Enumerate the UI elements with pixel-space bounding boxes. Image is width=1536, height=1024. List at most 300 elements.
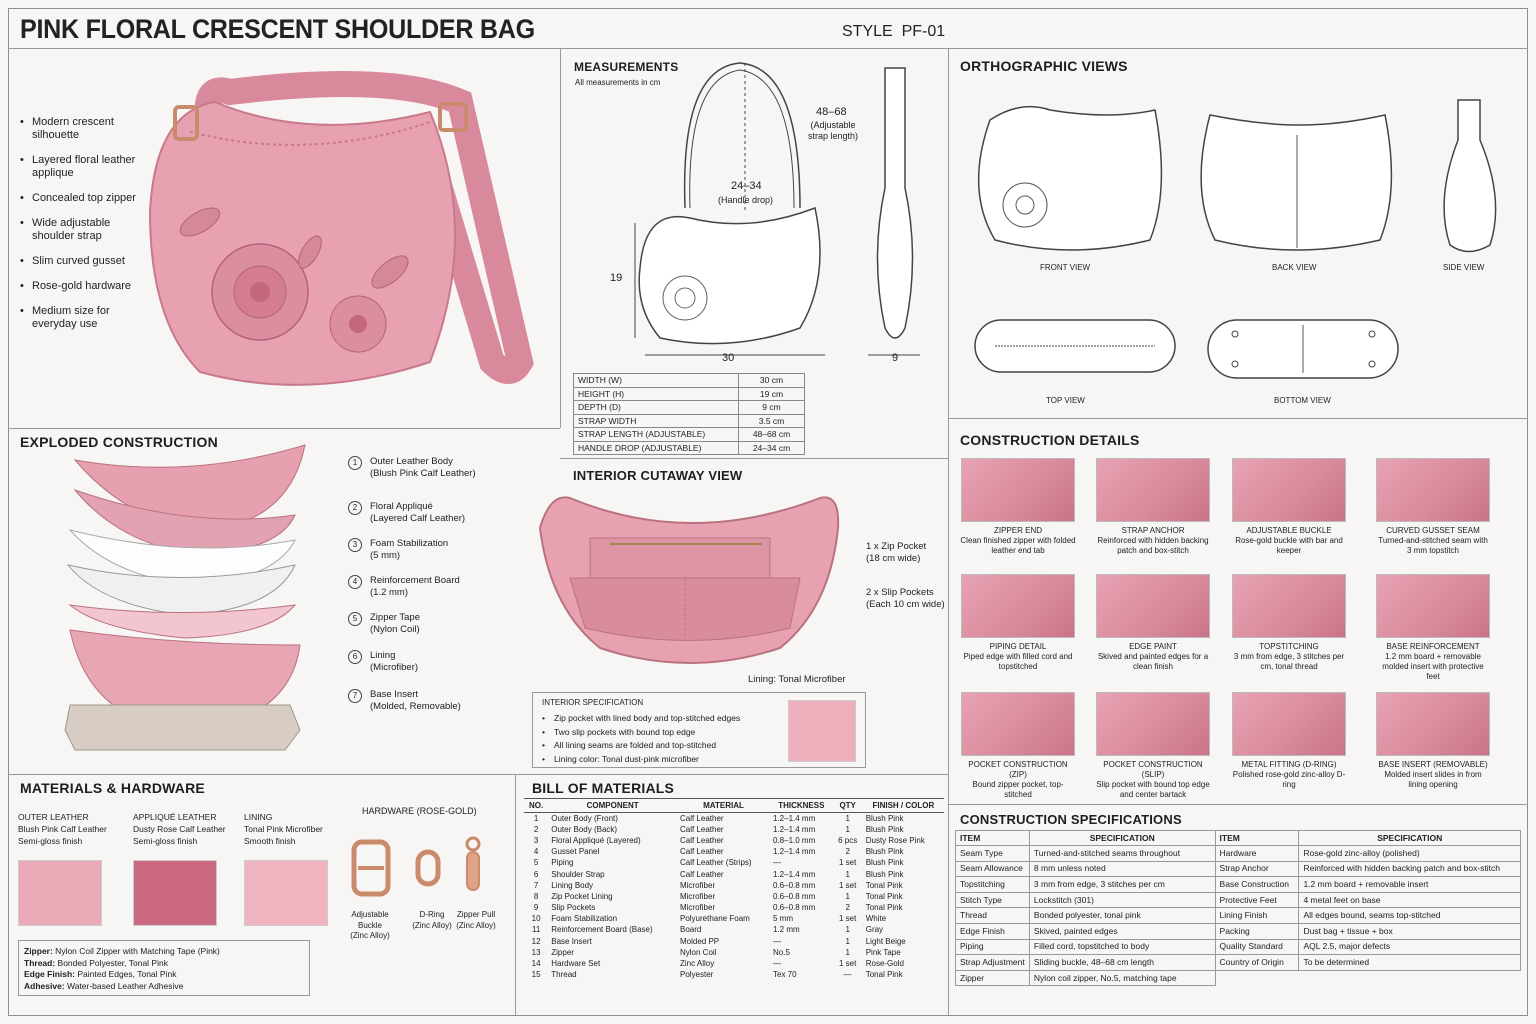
bom-cell: 3 [533,835,539,845]
detail-title: CURVED GUSSET SEAM [1386,526,1480,535]
bom-cell: Zip Pocket Lining [551,891,613,901]
bom-cell: — [843,970,852,980]
material-label [133,811,226,847]
spec-cell: Strap Anchor [1215,861,1299,877]
bom-cell: 5 [533,858,539,868]
bom-cell: Tonal Pink [865,903,903,913]
bom-row [524,913,944,924]
bom-column-header: QTY [833,799,863,813]
detail-title: EDGE PAINT [1129,642,1177,651]
bom-cell: Zinc Alloy [679,959,715,969]
bom-cell: 14 [531,959,541,969]
feature-item: • Medium size for everyday use [20,305,140,331]
spec-cell: Packing [1215,923,1299,939]
bom-cell: Tonal Pink [865,880,903,890]
bom-cell: 1 [845,925,850,935]
spec-cell: 3 mm from edge, 3 stitches per cm [1029,877,1215,893]
construction-detail-card [1095,458,1211,556]
layer-number: 7 [348,689,362,703]
measurement-value: 3.5 cm [739,414,805,428]
hardware-label-line: (Zinc Alloy) [350,931,390,940]
spec-cell: Stitch Type [956,892,1030,908]
divider [560,48,561,428]
spec-cell: Reinforced with hidden backing patch and box-stitch [1299,861,1521,877]
exploded-heading: EXPLODED CONSTRUCTION [20,434,218,450]
spec-cell: Skived, painted edges [1029,923,1215,939]
spec-cell: Rose-gold zinc-alloy (polished) [1299,846,1521,862]
lining-label: Lining: Tonal Microfiber [748,674,846,685]
bom-row [524,835,944,846]
side-view-label: SIDE VIEW [1443,263,1485,272]
spec-cell: Quality Standard [1215,939,1299,955]
bom-cell: Polyester [679,970,714,980]
bom-cell: 0.8–1.0 mm [773,835,816,845]
dim-height: 19 [610,272,623,284]
detail-photo [1232,458,1346,522]
hardware-label-line: (Zinc Alloy) [456,920,496,930]
spec-cell: Seam Allowance [956,861,1030,877]
bom-cell: 0.6–0.8 mm [773,891,816,901]
spec-heading: CONSTRUCTION SPECIFICATIONS [960,812,1182,827]
spec-cell: To be determined [1299,955,1521,971]
spec-cell [1215,970,1299,986]
bom-cell: Floral Appliqué (Layered) [551,835,641,845]
material-desc: Dusty Rose Calf Leather [133,824,226,834]
bom-cell: 7 [533,880,539,890]
divider [515,774,516,1016]
bottom-view-label: BOTTOM VIEW [1274,396,1331,405]
note-value: Nylon Coil Zipper with Matching Tape (Pink) [52,946,220,956]
title-divider [8,48,1528,49]
exploded-layers [60,440,320,760]
layer-number: 6 [348,650,362,664]
layer-name: Foam Stabilization [370,538,449,549]
layer-name: Base Insert [370,689,419,700]
layer-sub: (5 mm) [370,550,401,561]
bom-cell: Microfiber [679,891,716,901]
spec-cell: 4 metal feet on base [1299,892,1521,908]
detail-description: 1.2 mm board + removable molded insert with protective feet [1382,652,1484,681]
bom-cell: 5 mm [773,914,793,924]
construction-detail-card [1095,574,1211,672]
divider [560,458,948,459]
spec-cell: Hardware [1215,846,1299,862]
bom-cell: — [773,936,781,946]
bom-row [524,924,944,935]
detail-description: Reinforced with hidden backing patch and box-stitch [1097,536,1209,555]
bom-cell: Calf Leather (Strips) [679,858,752,868]
bom-cell: 1 set [838,858,857,868]
spec-cell: Turned-and-stitched seams throughout [1029,846,1215,862]
layer-text [370,612,420,636]
feature-item: • Wide adjustable shoulder strap [20,217,140,243]
measurement-row [574,441,805,455]
measurement-drawing [600,58,940,368]
spec-column-header: ITEM [956,831,1030,846]
detail-description: Turned-and-stitched seam with 3 mm topstitch [1378,536,1488,555]
note-key: Zipper: [24,946,53,956]
detail-description: Clean finished zipper with folded leather end tab [960,536,1076,555]
layer-name: Outer Leather Body [370,456,453,467]
bom-heading: BILL OF MATERIALS [532,780,675,796]
note-value: Bonded Polyester, Tonal Pink [55,957,168,968]
spec-column-header: SPECIFICATION [1299,831,1521,846]
interior-cutaway-illustration [530,488,850,678]
measurement-value: 30 cm [739,374,805,388]
exploded-layer-item [348,612,420,636]
dim-width: 30 [722,352,735,364]
detail-photo [1232,574,1346,638]
zip-pocket-name: 1 x Zip Pocket [866,541,927,552]
bom-cell: Nylon Coil [679,947,717,957]
bom-cell: 4 [533,847,539,857]
measurement-value: 19 cm [739,387,805,401]
front-view-label: FRONT VIEW [1040,263,1091,272]
divider [8,428,560,429]
interior-spec-item: • Zip pocket with lined body and top-stitched edges [542,713,780,723]
slip-pocket-label [866,587,946,611]
feature-item: • Modern crescent silhouette [20,116,140,142]
layer-name: Reinforcement Board [370,575,460,586]
bom-cell: Blush Pink [865,824,904,834]
measurement-label: WIDTH (W) [574,374,739,388]
hardware-heading: HARDWARE (ROSE-GOLD) [362,806,477,816]
note-key: Edge Finish: [24,969,75,979]
bom-cell: 1.2–1.4 mm [773,847,816,857]
bom-cell: Calf Leather [679,813,724,823]
note-key: Thread: [24,957,56,968]
measurement-label: HANDLE DROP (ADJUSTABLE) [574,441,739,455]
detail-title: BASE REINFORCEMENT [1386,642,1480,651]
layer-number: 1 [348,456,362,470]
bom-cell: Microfiber [679,880,716,890]
bom-column-header: NO. [524,799,548,813]
materials-heading: MATERIALS & HARDWARE [20,780,205,796]
bom-cell: Base Insert [551,936,592,946]
interior-heading: INTERIOR CUTAWAY VIEW [573,468,743,483]
measurement-row [574,387,805,401]
layer-number: 3 [348,538,362,552]
detail-title: ZIPPER END [993,526,1042,535]
spec-cell: All edges bound, seams top-stitched [1299,908,1521,924]
bom-table [524,798,944,980]
bom-cell: Calf Leather [679,835,724,845]
note-value: Painted Edges, Tonal Pink [75,969,177,979]
material-label [244,811,323,847]
hardware-label [408,910,456,931]
detail-title: PIPING DETAIL [989,642,1047,651]
detail-description: Polished rose-gold zinc-alloy D-ring [1232,770,1346,789]
bom-cell: 1.2–1.4 mm [773,813,816,823]
measurement-table [573,373,805,455]
exploded-layer-item [348,689,461,713]
divider [8,774,948,775]
bom-cell: 1 [845,936,850,946]
exploded-layer-item [348,456,476,480]
construction-detail-card [960,692,1076,800]
bom-cell: Tonal Pink [865,891,903,901]
material-finish: Semi-gloss finish [133,836,198,846]
material-note [24,969,304,981]
measurement-label: HEIGHT (H) [574,387,739,401]
detail-description: Piped edge with filled cord and topstitched [963,652,1073,671]
ortho-heading: ORTHOGRAPHIC VIEWS [960,58,1128,74]
spec-cell: Lining Finish [1215,908,1299,924]
spec-cell: Sliding buckle, 48–68 cm length [1029,955,1215,971]
layer-name: Floral Appliqué [370,501,433,512]
dim-handle-note: (Handle drop) [718,195,774,205]
construction-detail-card [1095,692,1211,800]
detail-description: Molded insert slides in from lining opening [1384,770,1482,789]
measurement-row [574,414,805,428]
bom-cell: 1 [845,824,850,834]
slip-pocket-size: (Each 10 cm wide) [866,599,945,610]
spec-cell: Filled cord, topstitched to body [1029,939,1215,955]
spec-row [956,939,1521,955]
detail-photo [1376,574,1490,638]
material-label [18,811,107,847]
material-finish: Smooth finish [244,836,296,846]
bom-row [524,880,944,891]
layer-sub: (1.2 mm) [370,587,408,598]
material-title: APPLIQUÉ LEATHER [133,812,217,822]
bom-cell: — [773,858,781,868]
material-swatch [133,860,217,926]
hardware-label-line: (Zinc Alloy) [412,920,452,930]
detail-title: TOPSTITCHING [1259,642,1319,651]
construction-detail-card [960,574,1076,672]
detail-photo [1096,458,1210,522]
measurements-note: All measurements in cm [575,78,661,87]
spec-cell: 8 mm unless noted [1029,861,1215,877]
spec-row [956,861,1521,877]
construction-detail-card [1231,692,1347,790]
bom-cell: Light Beige [865,936,906,946]
zip-pocket-size: (18 cm wide) [866,553,921,564]
style-number: STYLE PF-01 [842,23,946,40]
detail-title: POCKET CONSTRUCTION (ZIP) [968,760,1068,779]
layer-number: 5 [348,612,362,626]
detail-photo [961,692,1075,756]
detail-title: STRAP ANCHOR [1121,526,1185,535]
bom-cell: 2 [533,824,539,834]
hardware-label [452,910,500,931]
material-title: OUTER LEATHER [18,812,89,822]
bom-cell: Outer Body (Front) [551,813,618,823]
detail-title: ADJUSTABLE BUCKLE [1246,526,1332,535]
measurement-value: 48–68 cm [739,428,805,442]
material-swatch [18,860,102,926]
bom-row [524,902,944,913]
bom-cell: Foam Stabilization [551,914,618,924]
material-note [24,946,304,958]
bom-cell: Outer Body (Back) [551,824,618,834]
spec-cell: Edge Finish [956,923,1030,939]
bom-column-header: THICKNESS [770,799,833,813]
spec-cell: Base Construction [1215,877,1299,893]
bom-cell: 1.2–1.4 mm [773,869,816,879]
bom-cell: — [773,959,781,969]
bom-row [524,947,944,958]
detail-title: BASE INSERT (REMOVABLE) [1378,760,1488,769]
material-swatch [244,860,328,926]
bom-cell: 1 set [838,880,857,890]
bom-cell: 1 [845,869,850,879]
spec-column-header: SPECIFICATION [1029,831,1215,846]
hardware-label-line: Adjustable [351,910,389,919]
spec-cell: Zipper [956,970,1030,986]
bom-cell: White [865,914,887,924]
ortho-drawings [960,80,1520,400]
top-view-label: TOP VIEW [1046,396,1085,405]
bom-row [524,891,944,902]
detail-photo [961,458,1075,522]
bom-cell: 1 [845,813,850,823]
spec-cell: Lockstitch (301) [1029,892,1215,908]
bom-row [524,868,944,879]
spec-row [956,877,1521,893]
exploded-layer-item [348,650,418,674]
layer-name: Zipper Tape [370,612,420,623]
bom-cell: 0.6–0.8 mm [773,880,816,890]
page-title: PINK FLORAL CRESCENT SHOULDER BAG [20,14,535,44]
bom-cell: 6 [533,869,539,879]
materials-notes-box [18,940,310,996]
bom-cell: Slip Pockets [551,903,596,913]
bom-cell: Tex 70 [773,970,797,980]
bom-cell: Reinforcement Board (Base) [551,925,653,935]
bom-row [524,958,944,969]
measurement-label: STRAP LENGTH (ADJUSTABLE) [574,428,739,442]
bottom-view [1208,320,1398,378]
spec-cell: Seam Type [956,846,1030,862]
divider [948,48,949,1016]
layer-text [370,501,465,525]
layer-text [370,689,461,713]
bom-cell: 6 pcs [838,835,858,845]
layer-sub: (Molded, Removable) [370,701,461,712]
back-view-label: BACK VIEW [1272,263,1317,272]
hero-bag-illustration [130,62,550,402]
detail-photo [1376,458,1490,522]
bom-cell: 11 [531,925,541,935]
front-view [979,107,1162,250]
construction-detail-card [1375,574,1491,682]
spec-row [956,892,1521,908]
bom-cell: Molded PP [679,936,720,946]
construction-details-heading: CONSTRUCTION DETAILS [960,432,1140,448]
construction-detail-card [1231,574,1347,672]
measurement-value: 9 cm [739,401,805,415]
spec-row [956,923,1521,939]
layer-sub: (Layered Calf Leather) [370,513,466,524]
measurement-row [574,428,805,442]
material-note [24,981,304,993]
detail-title: POCKET CONSTRUCTION (SLIP) [1103,760,1203,779]
layer-text [370,650,418,674]
bom-cell: Thread [551,970,577,980]
layer-text [370,456,476,480]
spec-cell: AQL 2.5, major defects [1299,939,1521,955]
detail-photo [1232,692,1346,756]
spec-header-row [956,831,1521,846]
bom-cell: Gray [865,925,884,935]
construction-detail-card [1375,692,1491,790]
spec-row [956,846,1521,862]
spec-row [956,955,1521,971]
layer-sub: (Blush Pink Calf Leather) [370,468,476,479]
bom-cell: Rose-Gold [865,959,904,969]
layer-text [370,575,460,599]
bom-cell: 1 [533,813,539,823]
measurement-label: DEPTH (D) [574,401,739,415]
bom-cell: Pink Tape [865,947,901,957]
bom-row [524,824,944,835]
spec-cell: Dust bag + tissue + box [1299,923,1521,939]
bom-cell: Microfiber [679,903,716,913]
bom-cell: 1.2–1.4 mm [773,824,816,834]
detail-photo [961,574,1075,638]
bom-cell: 1 [845,891,850,901]
bom-row [524,813,944,824]
feature-item: • Layered floral leather applique [20,154,140,180]
bom-cell: 0.6–0.8 mm [773,903,816,913]
layer-number: 4 [348,575,362,589]
bom-cell: Board [679,925,702,935]
bom-cell: Blush Pink [865,813,904,823]
spec-cell: Thread [956,908,1030,924]
dim-handle: 24–34 [731,180,762,192]
spec-cell: Nylon coil zipper, No.5, matching tape [1029,970,1215,986]
spec-cell: Country of Origin [1215,955,1299,971]
spec-column-header: ITEM [1215,831,1299,846]
bom-cell: Lining Body [551,880,594,890]
bom-cell: Tonal Pink [865,970,903,980]
construction-detail-card [1231,458,1347,556]
dim-depth: 9 [892,352,899,364]
spec-cell: Protective Feet [1215,892,1299,908]
feature-item: • Concealed top zipper [20,192,140,205]
material-finish: Semi-gloss finish [18,836,83,846]
measurement-row [574,374,805,388]
detail-description: Bound zipper pocket, top-stitched [972,780,1064,799]
hardware-illustration [348,832,508,902]
spec-table [955,830,1521,986]
bom-row [524,969,944,980]
layer-number: 2 [348,501,362,515]
bom-row [524,846,944,857]
note-value: Water-based Leather Adhesive [64,980,184,991]
material-title: LINING [244,812,273,822]
slip-pocket-name: 2 x Slip Pockets [866,587,934,598]
interior-spec-item: • All lining seams are folded and top-stitched [542,740,780,750]
layer-sub: (Nylon Coil) [370,624,420,635]
hardware-label-line: Buckle [357,920,382,930]
detail-description: Slip pocket with bound top edge and center bartack [1096,780,1210,799]
divider [948,804,1528,805]
detail-description: 3 mm from edge, 3 stitches per cm, tonal thread [1233,652,1345,671]
bom-cell: Zipper [551,947,574,957]
bom-cell: 9 [533,903,539,913]
bom-cell: Shoulder Strap [551,869,605,879]
bom-column-header: MATERIAL [677,799,770,813]
bom-cell: Polyurethane Foam [679,914,750,924]
layer-name: Lining [370,650,396,661]
material-desc: Tonal Pink Microfiber [244,824,323,834]
construction-detail-card [960,458,1076,556]
measurement-label: STRAP WIDTH [574,414,739,428]
side-view [1444,100,1496,252]
